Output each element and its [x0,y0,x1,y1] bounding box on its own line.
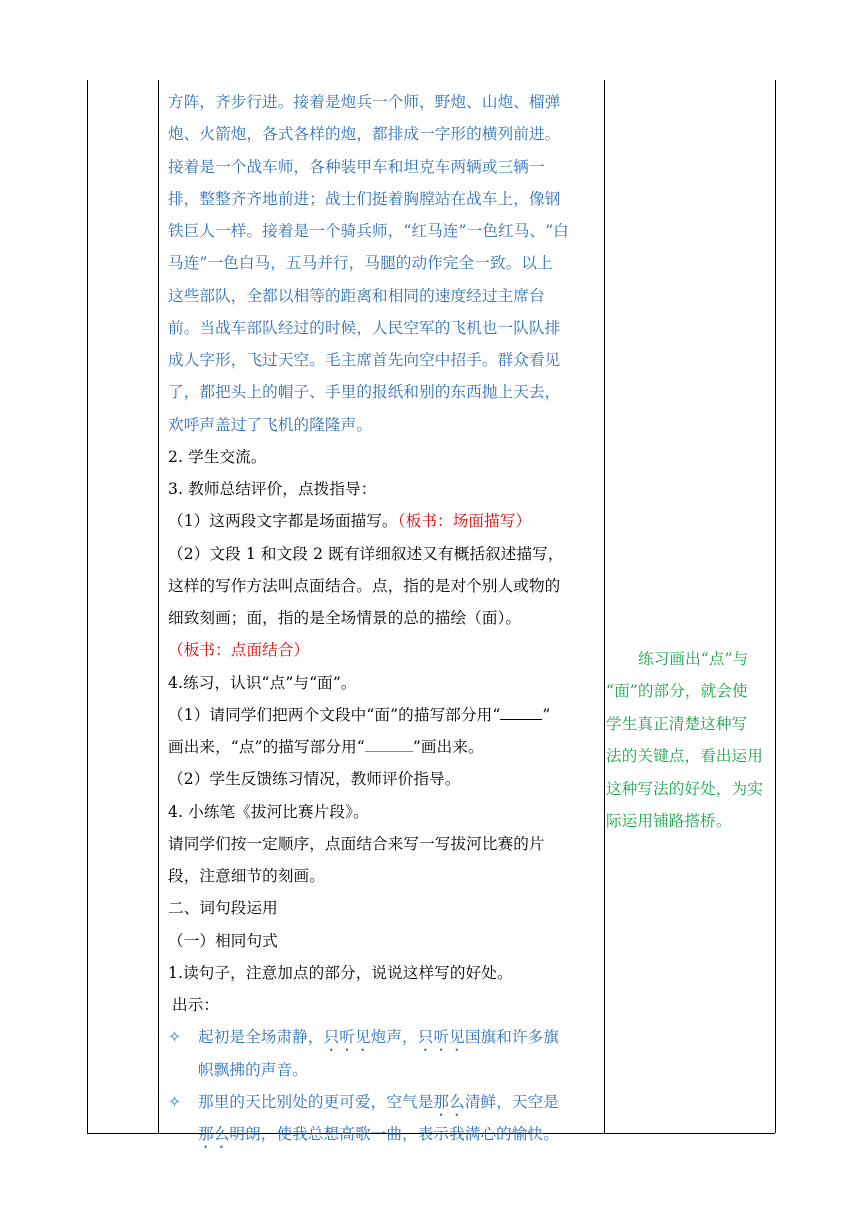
step-2: 2. 学生交流。 [168,447,267,466]
passage-line: 铁巨人一样。接着是一个骑兵师，“红马连”一色红马、“白 [168,222,569,240]
exercise-1-text: （1）请同学们把两个文段中“面”的描写部分用“ [168,705,501,724]
table-border-right [775,80,776,1133]
exercise-2: （2）学生反馈练习情况，教师评价指导。 [168,770,461,789]
point-2-line: 细致刻画；面，指的是全场情景的总的描绘（面）。 [168,609,522,627]
point-1 [168,505,600,537]
subsection-1-heading: （一）相同句式 [168,931,278,950]
exercise-1-quote: ” [542,705,551,724]
sentence-2-line2 [168,1118,600,1150]
sentence-text: 起初是全场肃静， [198,1028,324,1047]
sentence-1-line2: 帜飘拂的声音。 [198,1060,308,1079]
solid-underline-sample [500,705,542,720]
bullet-diamond-icon: ✧ [168,1092,182,1111]
sentence-text: 明朗，使我总想高歌一曲，表示我满心的愉快。 [229,1125,559,1143]
side-note-line: 际运用铺路搭桥。 [606,811,732,830]
thin-underline-sample [365,737,413,752]
step-4: 4.练习，认识“点”与“面”。 [168,673,357,692]
side-note-line: 法的关键点，看出运用 [606,747,763,766]
sentence-2 [168,1086,600,1118]
passage-line: 接着是一个战车师，各种装甲车和坦克车两辆或三辆一 [168,157,545,176]
bullet-diamond-icon: ✧ [168,1028,182,1047]
main-column [168,86,600,1150]
passage-line: 了，都把头上的帽子、手里的报纸和别的东西抛上天去， [168,383,561,402]
side-note-line: 练习画出“点”与 [638,650,749,668]
passage-line: 这些部队，全都以相等的距离和相同的速度经过主席台 [168,286,545,305]
passage-line: 马连”一色白马，五马并行，马腿的动作完全一致。以上 [168,254,553,273]
dotted-text: 只听见 [417,1028,465,1047]
exercise-1-text-end: ”画出来。 [412,738,484,756]
passage-line: 炮、火箭炮，各式各样的炮，都排成一字形的横列前进。 [168,125,561,144]
passage-line: 成人字形，飞过天空。毛主席首先向空中招手。群众看见 [168,351,561,369]
sentence-1 [168,1021,600,1053]
task-line: 请同学们按一定顺序，点面结合来写一写拔河比赛的片 [168,834,545,853]
side-note-line: 学生真正清楚这种写 [606,714,748,733]
table-border-col2 [604,80,605,1133]
point-2-line: （2）文段 1 和文段 2 既有详细叙述又有概括叙述描写， [168,544,564,563]
sentence-text: 炮声， [370,1028,418,1047]
table-border-left [87,80,88,1133]
point-1-text: （1）这两段文字都是场面描写。 [168,512,398,531]
dotted-text: 那么 [198,1125,230,1143]
step-4-writing: 4. 小练笔《拔河比赛片段》。 [168,802,369,821]
dotted-text: 只听见 [323,1028,371,1047]
exercise-1-line1 [168,699,600,731]
passage-line: 排，整整齐齐地前进；战士们挺着胸膛站在战车上，像钢 [168,189,561,208]
sentence-text: 那里的天比别处的更可爱，空气是 [198,1092,434,1111]
passage-line: 方阵，齐步行进。接着是炮兵一个师，野炮、山炮、榴弹 [168,93,561,111]
section-2-heading: 二、词句段运用 [168,899,278,918]
read-instruction: 1.读句子，注意加点的部分，说说这样写的好处。 [168,963,513,982]
board-note-2: （板书：点面结合） [168,641,310,660]
exercise-1-line2 [168,731,600,763]
show-label: 出示： [172,996,220,1014]
passage-line: 欢呼声盖过了飞机的隆隆声。 [168,415,373,434]
passage-line: 前。当战车部队经过的时候，人民空军的飞机也一队队排 [168,318,561,337]
board-note-1: （板书：场面描写） [397,512,532,531]
side-note-line: 这种写法的好处，为实 [606,779,763,798]
side-note-line: “面”的部分，就会使 [606,682,748,701]
point-2-line: 这样的写作方法叫点面结合。点，指的是对个别人或物的 [168,576,561,595]
design-intent-column [606,643,772,837]
step-3: 3. 教师总结评价，点拨指导： [168,480,377,498]
table-border-col1 [158,80,159,1133]
exercise-1-text: 画出来，“点”的描写部分用“ [168,738,365,756]
dotted-text: 那么 [433,1092,465,1111]
sentence-text: 国旗和许多旗 [464,1028,560,1047]
task-line: 段，注意细节的刻画。 [168,867,325,885]
sentence-text: 清鲜，天空是 [464,1092,559,1111]
